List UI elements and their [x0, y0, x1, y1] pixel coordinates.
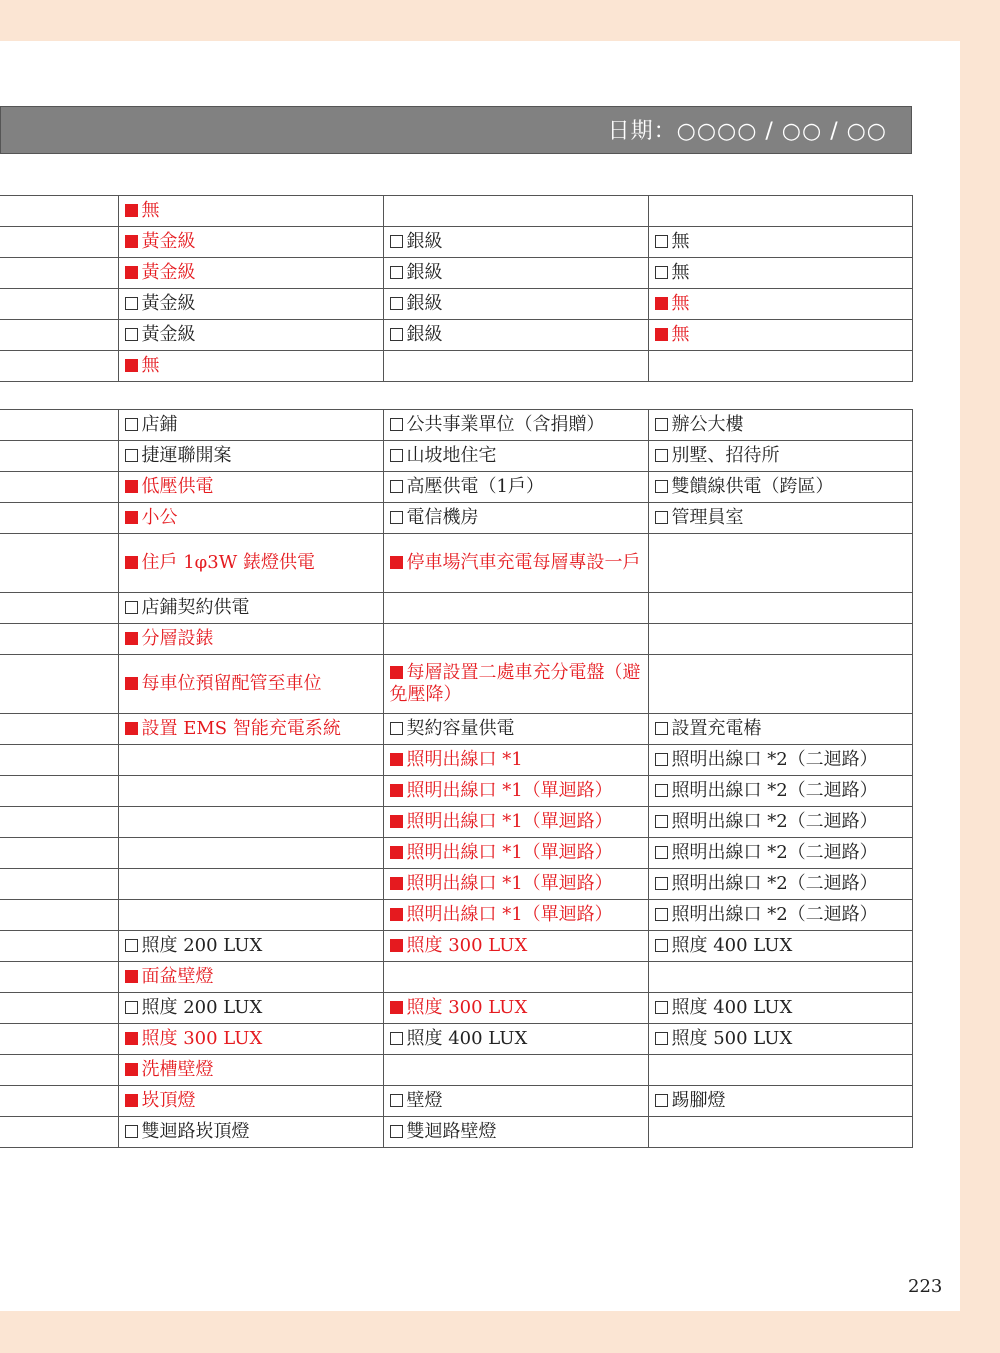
table-row: [0, 1055, 912, 1086]
unchecked-box-icon[interactable]: [390, 511, 403, 524]
option-cell: [383, 776, 648, 807]
option-cell: [383, 258, 648, 289]
checked-box-icon[interactable]: [125, 722, 138, 735]
option-cell: [383, 993, 648, 1024]
option-cell: [383, 289, 648, 320]
table-row: [0, 900, 912, 931]
unchecked-box-icon[interactable]: [125, 939, 138, 952]
row-label-cell: [0, 472, 118, 503]
checked-box-icon[interactable]: [125, 266, 138, 279]
unchecked-box-icon[interactable]: [655, 908, 668, 921]
unchecked-box-icon[interactable]: [655, 1001, 668, 1014]
option-label: 無: [671, 262, 690, 283]
option-label: 辦公大樓: [671, 414, 744, 435]
option-cell: [648, 655, 912, 714]
option-cell: [383, 900, 648, 931]
option-label: 照度 300 LUX: [141, 1028, 263, 1049]
table-row: [0, 258, 912, 289]
table-row: [0, 320, 912, 351]
table-row: [0, 534, 912, 593]
unchecked-box-icon[interactable]: [655, 511, 668, 524]
option-label: 照度 400 LUX: [671, 935, 793, 956]
option-label: 山坡地住宅: [406, 445, 497, 466]
option-label: 照明出線口 *2（二迴路）: [671, 749, 878, 770]
table-row: [0, 869, 912, 900]
row-label-cell: [0, 931, 118, 962]
option-label: 踢腳燈: [671, 1090, 726, 1111]
electrical-spec-table: [0, 409, 913, 1148]
option-label: 崁頂燈: [141, 1090, 196, 1111]
table-row: [0, 962, 912, 993]
row-label-cell: [0, 227, 118, 258]
option-label: 照明出線口 *2（二迴路）: [671, 873, 878, 894]
option-label: 照度 200 LUX: [141, 997, 263, 1018]
table-row: [0, 776, 912, 807]
option-cell: [383, 869, 648, 900]
option-cell: [383, 655, 648, 714]
unchecked-box-icon[interactable]: [390, 1125, 403, 1138]
option-cell: [118, 1086, 383, 1117]
option-cell: [648, 776, 912, 807]
unchecked-box-icon[interactable]: [125, 328, 138, 341]
option-cell: [383, 320, 648, 351]
row-label-cell: [0, 534, 118, 593]
option-cell: [118, 624, 383, 655]
option-label: 設置充電樁: [671, 718, 762, 739]
option-label: 雙饋線供電（跨區）: [671, 476, 834, 497]
option-cell: [383, 472, 648, 503]
option-label: 無: [141, 200, 160, 221]
option-cell: [118, 869, 383, 900]
checked-box-icon[interactable]: [390, 908, 403, 921]
unchecked-box-icon[interactable]: [390, 297, 403, 310]
option-label: 銀級: [406, 293, 443, 314]
option-cell: [383, 351, 648, 382]
option-label: 無: [671, 293, 690, 314]
option-cell: [118, 1055, 383, 1086]
row-label-cell: [0, 838, 118, 869]
option-label: 小公: [141, 507, 178, 528]
option-label: 銀級: [406, 324, 443, 345]
option-label: 照度 400 LUX: [671, 997, 793, 1018]
row-label-cell: [0, 655, 118, 714]
table-row: [0, 503, 912, 534]
option-label: 每車位預留配管至車位: [141, 673, 322, 694]
checked-box-icon[interactable]: [125, 1032, 138, 1045]
option-cell: [383, 227, 648, 258]
option-label: 照明出線口 *2（二迴路）: [671, 811, 878, 832]
option-cell: [648, 931, 912, 962]
unchecked-box-icon[interactable]: [390, 1094, 403, 1107]
unchecked-box-icon[interactable]: [390, 235, 403, 248]
option-cell: [118, 838, 383, 869]
checked-box-icon[interactable]: [390, 753, 403, 766]
checked-box-icon[interactable]: [125, 480, 138, 493]
unchecked-box-icon[interactable]: [125, 418, 138, 431]
checked-box-icon[interactable]: [390, 1001, 403, 1014]
unchecked-box-icon[interactable]: [655, 846, 668, 859]
table-row: [0, 593, 912, 624]
option-cell: [383, 593, 648, 624]
option-label: 無: [141, 355, 160, 376]
option-cell: [118, 410, 383, 441]
option-cell: [648, 503, 912, 534]
table-row: [0, 624, 912, 655]
option-label: 別墅、招待所: [671, 445, 780, 466]
unchecked-box-icon[interactable]: [655, 815, 668, 828]
option-label: 照度 400 LUX: [406, 1028, 528, 1049]
unchecked-box-icon[interactable]: [390, 480, 403, 493]
option-cell: [648, 745, 912, 776]
option-label: 照明出線口 *2（二迴路）: [671, 904, 878, 925]
option-cell: [118, 1117, 383, 1148]
option-cell: [648, 869, 912, 900]
row-label-cell: [0, 503, 118, 534]
option-label: 電信機房: [406, 507, 479, 528]
table-row: [0, 196, 912, 227]
row-label-cell: [0, 1024, 118, 1055]
option-label: 停車場汽車充電每層專設一戶: [406, 552, 641, 573]
table-row: [0, 993, 912, 1024]
checked-box-icon[interactable]: [125, 235, 138, 248]
rating-table: [0, 195, 913, 382]
option-cell: [118, 196, 383, 227]
row-label-cell: [0, 993, 118, 1024]
option-cell: [118, 289, 383, 320]
option-cell: [648, 196, 912, 227]
option-cell: [383, 1055, 648, 1086]
option-cell: [118, 351, 383, 382]
checked-box-icon[interactable]: [125, 970, 138, 983]
checked-box-icon[interactable]: [390, 939, 403, 952]
option-cell: [118, 931, 383, 962]
option-label: 照明出線口 *2（二迴路）: [671, 780, 878, 801]
option-label: 洗槽壁燈: [141, 1059, 214, 1080]
option-label: 分層設錶: [141, 628, 214, 649]
unchecked-box-icon[interactable]: [655, 449, 668, 462]
row-label-cell: [0, 714, 118, 745]
option-cell: [648, 1086, 912, 1117]
option-cell: [118, 503, 383, 534]
option-label: 住戶 1φ3W 錶燈供電: [141, 552, 315, 573]
unchecked-box-icon[interactable]: [125, 1125, 138, 1138]
table-row: [0, 410, 912, 441]
option-label: 無: [671, 324, 690, 345]
option-label: 照明出線口 *1: [406, 749, 523, 770]
option-cell: [648, 289, 912, 320]
checked-box-icon[interactable]: [125, 359, 138, 372]
option-label: 照度 500 LUX: [671, 1028, 793, 1049]
option-label: 照明出線口 *1（單迴路）: [406, 904, 613, 925]
option-cell: [118, 993, 383, 1024]
unchecked-box-icon[interactable]: [655, 1094, 668, 1107]
option-cell: [383, 931, 648, 962]
option-label: 管理員室: [671, 507, 744, 528]
option-cell: [383, 1086, 648, 1117]
row-label-cell: [0, 196, 118, 227]
checked-box-icon[interactable]: [125, 677, 138, 690]
row-label-cell: [0, 410, 118, 441]
option-cell: [383, 534, 648, 593]
row-label-cell: [0, 624, 118, 655]
row-label-cell: [0, 962, 118, 993]
option-cell: [118, 900, 383, 931]
option-label: 店鋪: [141, 414, 178, 435]
option-label: 照明出線口 *1（單迴路）: [406, 811, 613, 832]
unchecked-box-icon[interactable]: [125, 297, 138, 310]
option-cell: [118, 441, 383, 472]
unchecked-box-icon[interactable]: [655, 1032, 668, 1045]
option-cell: [648, 1055, 912, 1086]
option-label: 無: [671, 231, 690, 252]
option-label: 公共事業單位（含捐贈）: [406, 414, 605, 435]
option-cell: [648, 410, 912, 441]
option-label: 照明出線口 *2（二迴路）: [671, 842, 878, 863]
option-label: 照明出線口 *1（單迴路）: [406, 873, 613, 894]
option-cell: [118, 593, 383, 624]
option-label: 銀級: [406, 262, 443, 283]
option-label: 黃金級: [141, 231, 196, 252]
option-label: 面盆壁燈: [141, 966, 214, 987]
option-cell: [383, 962, 648, 993]
option-cell: [118, 962, 383, 993]
option-label: 高壓供電（1戶）: [406, 476, 544, 497]
option-cell: [118, 472, 383, 503]
option-cell: [648, 962, 912, 993]
option-cell: [648, 472, 912, 503]
unchecked-box-icon[interactable]: [390, 1032, 403, 1045]
option-cell: [383, 1117, 648, 1148]
unchecked-box-icon[interactable]: [655, 266, 668, 279]
option-label: 契約容量供電: [406, 718, 515, 739]
table-row: [0, 227, 912, 258]
table-row: [0, 1024, 912, 1055]
option-label: 壁燈: [406, 1090, 443, 1111]
row-label-cell: [0, 1117, 118, 1148]
option-cell: [648, 624, 912, 655]
unchecked-box-icon[interactable]: [125, 601, 138, 614]
row-label-cell: [0, 1086, 118, 1117]
row-label-cell: [0, 320, 118, 351]
checked-box-icon[interactable]: [655, 297, 668, 310]
table-row: [0, 745, 912, 776]
row-label-cell: [0, 776, 118, 807]
checked-box-icon[interactable]: [390, 784, 403, 797]
row-label-cell: [0, 441, 118, 472]
checked-box-icon[interactable]: [390, 556, 403, 569]
table-row: [0, 714, 912, 745]
table-row: [0, 655, 912, 714]
option-cell: [648, 227, 912, 258]
checked-box-icon[interactable]: [390, 666, 403, 679]
checked-box-icon[interactable]: [390, 846, 403, 859]
option-cell: [383, 745, 648, 776]
unchecked-box-icon[interactable]: [125, 1001, 138, 1014]
option-label: 銀級: [406, 231, 443, 252]
unchecked-box-icon[interactable]: [390, 418, 403, 431]
option-cell: [383, 441, 648, 472]
option-cell: [648, 534, 912, 593]
table-row: [0, 807, 912, 838]
checked-box-icon[interactable]: [125, 1063, 138, 1076]
option-cell: [118, 745, 383, 776]
option-cell: [648, 900, 912, 931]
unchecked-box-icon[interactable]: [125, 449, 138, 462]
option-cell: [383, 503, 648, 534]
unchecked-box-icon[interactable]: [390, 722, 403, 735]
unchecked-box-icon[interactable]: [390, 266, 403, 279]
option-cell: [118, 1024, 383, 1055]
option-cell: [383, 714, 648, 745]
table-row: [0, 441, 912, 472]
option-label: 照度 300 LUX: [406, 935, 528, 956]
table-row: [0, 1117, 912, 1148]
checked-box-icon[interactable]: [125, 511, 138, 524]
unchecked-box-icon[interactable]: [655, 877, 668, 890]
unchecked-box-icon[interactable]: [655, 480, 668, 493]
option-cell: [648, 993, 912, 1024]
option-label: 捷運聯開案: [141, 445, 232, 466]
option-label: 黃金級: [141, 262, 196, 283]
row-label-cell: [0, 593, 118, 624]
checked-box-icon[interactable]: [125, 1094, 138, 1107]
checked-box-icon[interactable]: [125, 556, 138, 569]
checked-box-icon[interactable]: [125, 632, 138, 645]
option-cell: [648, 714, 912, 745]
unchecked-box-icon[interactable]: [655, 418, 668, 431]
option-cell: [648, 838, 912, 869]
option-label: 照度 200 LUX: [141, 935, 263, 956]
option-label: 低壓供電: [141, 476, 214, 497]
option-cell: [118, 714, 383, 745]
option-cell: [383, 624, 648, 655]
option-cell: [648, 258, 912, 289]
row-label-cell: [0, 289, 118, 320]
table-row: [0, 289, 912, 320]
row-label-cell: [0, 1055, 118, 1086]
checked-box-icon[interactable]: [390, 877, 403, 890]
option-cell: [648, 320, 912, 351]
table-row: [0, 472, 912, 503]
option-cell: [118, 534, 383, 593]
option-cell: [118, 655, 383, 714]
checked-box-icon[interactable]: [125, 204, 138, 217]
option-label: 店鋪契約供電: [141, 597, 250, 618]
option-label: 照明出線口 *1（單迴路）: [406, 842, 613, 863]
option-label: 每層設置二處車充分電盤（避免壓降）: [389, 662, 641, 705]
unchecked-box-icon[interactable]: [655, 722, 668, 735]
row-label-cell: [0, 351, 118, 382]
date-label: 日期：○○○○ / ○○ / ○○: [607, 119, 887, 144]
row-label-cell: [0, 745, 118, 776]
option-cell: [648, 1024, 912, 1055]
option-cell: [118, 807, 383, 838]
option-cell: [118, 776, 383, 807]
header-bar: [0, 106, 912, 154]
table-row: [0, 838, 912, 869]
checked-box-icon[interactable]: [655, 328, 668, 341]
row-label-cell: [0, 900, 118, 931]
option-cell: [383, 807, 648, 838]
unchecked-box-icon[interactable]: [655, 939, 668, 952]
option-cell: [648, 807, 912, 838]
option-cell: [383, 196, 648, 227]
option-cell: [118, 227, 383, 258]
option-label: 雙迴路壁燈: [406, 1121, 497, 1142]
unchecked-box-icon[interactable]: [390, 449, 403, 462]
page-number: 223: [908, 1276, 943, 1297]
option-label: 雙迴路崁頂燈: [141, 1121, 250, 1142]
option-label: 照度 300 LUX: [406, 997, 528, 1018]
row-label-cell: [0, 807, 118, 838]
unchecked-box-icon[interactable]: [655, 784, 668, 797]
row-label-cell: [0, 869, 118, 900]
option-label: 設置 EMS 智能充電系統: [141, 718, 341, 739]
option-cell: [383, 838, 648, 869]
unchecked-box-icon[interactable]: [655, 235, 668, 248]
option-cell: [648, 1117, 912, 1148]
option-label: 照明出線口 *1（單迴路）: [406, 780, 613, 801]
option-cell: [118, 258, 383, 289]
table-row: [0, 931, 912, 962]
option-label: 黃金級: [141, 324, 196, 345]
option-cell: [383, 410, 648, 441]
option-cell: [648, 441, 912, 472]
unchecked-box-icon[interactable]: [390, 328, 403, 341]
option-cell: [648, 593, 912, 624]
table-row: [0, 351, 912, 382]
table-row: [0, 1086, 912, 1117]
row-label-cell: [0, 258, 118, 289]
option-cell: [383, 1024, 648, 1055]
checked-box-icon[interactable]: [390, 815, 403, 828]
unchecked-box-icon[interactable]: [655, 753, 668, 766]
option-cell: [648, 351, 912, 382]
option-cell: [118, 320, 383, 351]
option-label: 黃金級: [141, 293, 196, 314]
